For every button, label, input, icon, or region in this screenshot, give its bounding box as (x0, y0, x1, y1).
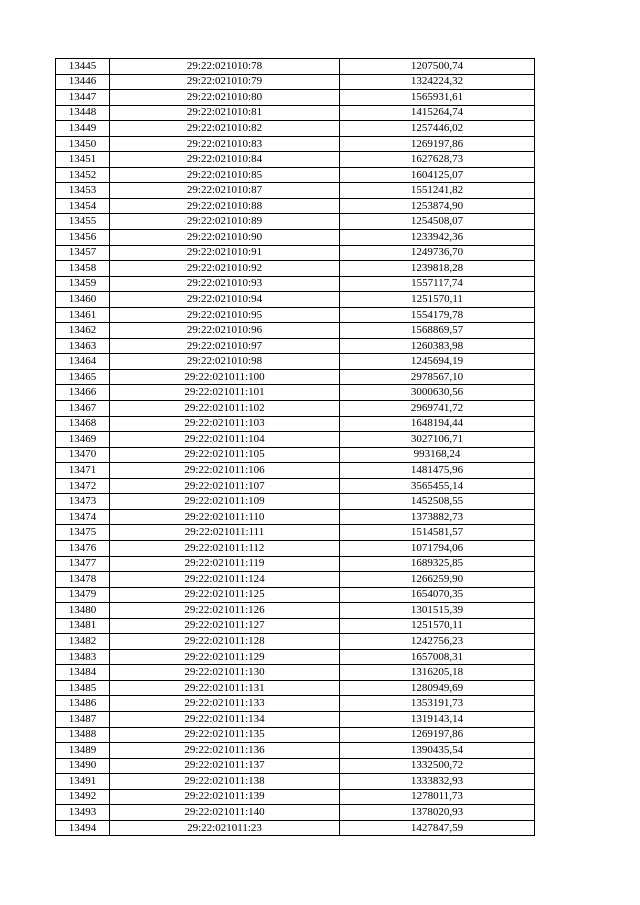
row-number-cell: 13484 (56, 665, 110, 681)
cadastral-value-cell: 1514581,57 (340, 525, 535, 541)
cadastral-value-cell: 1249736,70 (340, 245, 535, 261)
table-row (56, 432, 535, 448)
row-number-cell: 13478 (56, 572, 110, 588)
table-row (56, 105, 535, 121)
row-number-cell: 13464 (56, 354, 110, 370)
table-row (56, 401, 535, 417)
row-number-cell: 13470 (56, 447, 110, 463)
cadastral-number-cell: 29:22:021010:81 (110, 105, 340, 121)
table-row (56, 727, 535, 743)
cadastral-value-cell: 1278011,73 (340, 789, 535, 805)
cadastral-value-cell: 1253874,90 (340, 198, 535, 214)
cadastral-value-cell: 1427847,59 (340, 820, 535, 836)
cadastral-number-cell: 29:22:021011:133 (110, 696, 340, 712)
table-row (56, 245, 535, 261)
table-row (56, 758, 535, 774)
table-row (56, 711, 535, 727)
row-number-cell: 13471 (56, 463, 110, 479)
cadastral-number-cell: 29:22:021011:105 (110, 447, 340, 463)
row-number-cell: 13479 (56, 587, 110, 603)
table-row (56, 369, 535, 385)
row-number-cell: 13445 (56, 59, 110, 75)
table-row (56, 587, 535, 603)
cadastral-number-cell: 29:22:021010:79 (110, 74, 340, 90)
table-row (56, 292, 535, 308)
cadastral-value-cell: 1269197,86 (340, 136, 535, 152)
row-number-cell: 13455 (56, 214, 110, 230)
row-number-cell: 13493 (56, 805, 110, 821)
row-number-cell: 13449 (56, 121, 110, 137)
cadastral-number-cell: 29:22:021011:125 (110, 587, 340, 603)
cadastral-number-cell: 29:22:021010:85 (110, 167, 340, 183)
table-row (56, 183, 535, 199)
cadastral-value-cell: 2978567,10 (340, 369, 535, 385)
table-row (56, 167, 535, 183)
cadastral-number-cell: 29:22:021010:84 (110, 152, 340, 168)
table-row (56, 90, 535, 106)
row-number-cell: 13483 (56, 649, 110, 665)
cadastral-number-cell: 29:22:021010:83 (110, 136, 340, 152)
cadastral-number-cell: 29:22:021010:78 (110, 59, 340, 75)
table-row (56, 743, 535, 759)
row-number-cell: 13472 (56, 478, 110, 494)
cadastral-number-cell: 29:22:021010:90 (110, 230, 340, 246)
cadastral-value-cell: 1301515,39 (340, 603, 535, 619)
cadastral-value-cell: 1657008,31 (340, 649, 535, 665)
cadastral-value-cell: 1251570,11 (340, 292, 535, 308)
table-row (56, 540, 535, 556)
table-row (56, 121, 535, 137)
table-row (56, 354, 535, 370)
cadastral-value-cell: 993168,24 (340, 447, 535, 463)
cadastral-value-cell: 1257446,02 (340, 121, 535, 137)
cadastral-value-cell: 2969741,72 (340, 401, 535, 417)
row-number-cell: 13488 (56, 727, 110, 743)
cadastral-value-cell: 1260383,98 (340, 338, 535, 354)
table-row (56, 385, 535, 401)
cadastral-value-cell: 1239818,28 (340, 261, 535, 277)
cadastral-number-cell: 29:22:021011:106 (110, 463, 340, 479)
cadastral-number-cell: 29:22:021011:129 (110, 649, 340, 665)
cadastral-value-cell: 1353191,73 (340, 696, 535, 712)
cadastral-value-cell: 1266259,90 (340, 572, 535, 588)
row-number-cell: 13480 (56, 603, 110, 619)
cadastral-number-cell: 29:22:021011:119 (110, 556, 340, 572)
row-number-cell: 13482 (56, 634, 110, 650)
row-number-cell: 13489 (56, 743, 110, 759)
table-row (56, 261, 535, 277)
row-number-cell: 13462 (56, 323, 110, 339)
cadastral-value-cell: 1324224,32 (340, 74, 535, 90)
row-number-cell: 13460 (56, 292, 110, 308)
table-row (56, 307, 535, 323)
table-row (56, 634, 535, 650)
cadastral-number-cell: 29:22:021011:136 (110, 743, 340, 759)
cadastral-value-cell: 1316205,18 (340, 665, 535, 681)
cadastral-number-cell: 29:22:021011:140 (110, 805, 340, 821)
cadastral-value-cell: 1280949,69 (340, 680, 535, 696)
row-number-cell: 13448 (56, 105, 110, 121)
cadastral-number-cell: 29:22:021011:101 (110, 385, 340, 401)
row-number-cell: 13450 (56, 136, 110, 152)
table-row (56, 649, 535, 665)
cadastral-value-cell: 3000630,56 (340, 385, 535, 401)
cadastral-value-cell: 1568869,57 (340, 323, 535, 339)
cadastral-number-cell: 29:22:021010:95 (110, 307, 340, 323)
table-row (56, 680, 535, 696)
row-number-cell: 13465 (56, 369, 110, 385)
row-number-cell: 13452 (56, 167, 110, 183)
row-number-cell: 13446 (56, 74, 110, 90)
row-number-cell: 13474 (56, 509, 110, 525)
cadastral-number-cell: 29:22:021011:131 (110, 680, 340, 696)
cadastral-value-cell: 1332500,72 (340, 758, 535, 774)
table-row (56, 214, 535, 230)
cadastral-value-cell: 1604125,07 (340, 167, 535, 183)
cadastral-value-cell: 1333832,93 (340, 774, 535, 790)
table-row (56, 230, 535, 246)
table-row (56, 820, 535, 836)
cadastral-value-cell: 1373882,73 (340, 509, 535, 525)
cadastral-value-table (55, 58, 535, 836)
cadastral-number-cell: 29:22:021011:110 (110, 509, 340, 525)
table-body (56, 59, 535, 836)
row-number-cell: 13473 (56, 494, 110, 510)
cadastral-number-cell: 29:22:021011:109 (110, 494, 340, 510)
row-number-cell: 13453 (56, 183, 110, 199)
row-number-cell: 13454 (56, 198, 110, 214)
table-row (56, 509, 535, 525)
row-number-cell: 13466 (56, 385, 110, 401)
cadastral-number-cell: 29:22:021011:127 (110, 618, 340, 634)
cadastral-value-cell: 1627628,73 (340, 152, 535, 168)
cadastral-value-cell: 1648194,44 (340, 416, 535, 432)
cadastral-number-cell: 29:22:021011:126 (110, 603, 340, 619)
row-number-cell: 13477 (56, 556, 110, 572)
cadastral-value-cell: 1269197,86 (340, 727, 535, 743)
cadastral-number-cell: 29:22:021010:82 (110, 121, 340, 137)
table-row (56, 198, 535, 214)
row-number-cell: 13447 (56, 90, 110, 106)
table-row (56, 618, 535, 634)
row-number-cell: 13476 (56, 540, 110, 556)
table-row (56, 494, 535, 510)
cadastral-number-cell: 29:22:021010:87 (110, 183, 340, 199)
cadastral-value-cell: 1481475,96 (340, 463, 535, 479)
row-number-cell: 13485 (56, 680, 110, 696)
cadastral-value-cell: 1245694,19 (340, 354, 535, 370)
cadastral-number-cell: 29:22:021011:137 (110, 758, 340, 774)
table-row (56, 136, 535, 152)
cadastral-number-cell: 29:22:021011:138 (110, 774, 340, 790)
table-row (56, 447, 535, 463)
cadastral-value-cell: 1254508,07 (340, 214, 535, 230)
table-row (56, 74, 535, 90)
table-row (56, 603, 535, 619)
row-number-cell: 13490 (56, 758, 110, 774)
cadastral-value-cell: 1551241,82 (340, 183, 535, 199)
cadastral-number-cell: 29:22:021011:134 (110, 711, 340, 727)
row-number-cell: 13468 (56, 416, 110, 432)
table-row (56, 556, 535, 572)
cadastral-number-cell: 29:22:021011:112 (110, 540, 340, 556)
cadastral-value-cell: 1207500,74 (340, 59, 535, 75)
table-row (56, 665, 535, 681)
row-number-cell: 13481 (56, 618, 110, 634)
cadastral-value-cell: 1557117,74 (340, 276, 535, 292)
cadastral-number-cell: 29:22:021011:128 (110, 634, 340, 650)
cadastral-value-cell: 1319143,14 (340, 711, 535, 727)
row-number-cell: 13451 (56, 152, 110, 168)
row-number-cell: 13459 (56, 276, 110, 292)
table-row (56, 152, 535, 168)
row-number-cell: 13492 (56, 789, 110, 805)
cadastral-value-cell: 1452508,55 (340, 494, 535, 510)
row-number-cell: 13467 (56, 401, 110, 417)
cadastral-value-cell: 1071794,06 (340, 540, 535, 556)
cadastral-number-cell: 29:22:021011:100 (110, 369, 340, 385)
row-number-cell: 13457 (56, 245, 110, 261)
table-row (56, 59, 535, 75)
cadastral-number-cell: 29:22:021011:124 (110, 572, 340, 588)
cadastral-number-cell: 29:22:021010:93 (110, 276, 340, 292)
cadastral-value-cell: 1251570,11 (340, 618, 535, 634)
cadastral-number-cell: 29:22:021011:130 (110, 665, 340, 681)
row-number-cell: 13486 (56, 696, 110, 712)
cadastral-number-cell: 29:22:021011:23 (110, 820, 340, 836)
cadastral-number-cell: 29:22:021011:139 (110, 789, 340, 805)
row-number-cell: 13458 (56, 261, 110, 277)
table-row (56, 789, 535, 805)
row-number-cell: 13475 (56, 525, 110, 541)
table-row (56, 463, 535, 479)
cadastral-value-cell: 1242756,23 (340, 634, 535, 650)
table-row (56, 338, 535, 354)
document-page (55, 58, 535, 836)
cadastral-value-cell: 1378020,93 (340, 805, 535, 821)
row-number-cell: 13487 (56, 711, 110, 727)
row-number-cell: 13469 (56, 432, 110, 448)
cadastral-number-cell: 29:22:021010:92 (110, 261, 340, 277)
cadastral-value-cell: 3027106,71 (340, 432, 535, 448)
table-row (56, 572, 535, 588)
table-row (56, 276, 535, 292)
cadastral-number-cell: 29:22:021010:97 (110, 338, 340, 354)
cadastral-number-cell: 29:22:021010:91 (110, 245, 340, 261)
cadastral-number-cell: 29:22:021010:96 (110, 323, 340, 339)
row-number-cell: 13494 (56, 820, 110, 836)
table-row (56, 478, 535, 494)
cadastral-value-cell: 3565455,14 (340, 478, 535, 494)
cadastral-number-cell: 29:22:021010:88 (110, 198, 340, 214)
row-number-cell: 13461 (56, 307, 110, 323)
cadastral-number-cell: 29:22:021011:104 (110, 432, 340, 448)
cadastral-number-cell: 29:22:021010:89 (110, 214, 340, 230)
cadastral-number-cell: 29:22:021011:135 (110, 727, 340, 743)
cadastral-number-cell: 29:22:021010:94 (110, 292, 340, 308)
table-row (56, 696, 535, 712)
cadastral-number-cell: 29:22:021010:80 (110, 90, 340, 106)
cadastral-number-cell: 29:22:021011:102 (110, 401, 340, 417)
cadastral-value-cell: 1390435,54 (340, 743, 535, 759)
table-row (56, 323, 535, 339)
cadastral-value-cell: 1689325,85 (340, 556, 535, 572)
table-row (56, 525, 535, 541)
table-row (56, 805, 535, 821)
cadastral-value-cell: 1233942,36 (340, 230, 535, 246)
row-number-cell: 13463 (56, 338, 110, 354)
cadastral-number-cell: 29:22:021011:107 (110, 478, 340, 494)
cadastral-value-cell: 1654070,35 (340, 587, 535, 603)
cadastral-number-cell: 29:22:021011:111 (110, 525, 340, 541)
row-number-cell: 13491 (56, 774, 110, 790)
cadastral-number-cell: 29:22:021010:98 (110, 354, 340, 370)
table-row (56, 774, 535, 790)
cadastral-number-cell: 29:22:021011:103 (110, 416, 340, 432)
cadastral-value-cell: 1565931,61 (340, 90, 535, 106)
table-row (56, 416, 535, 432)
cadastral-value-cell: 1554179,78 (340, 307, 535, 323)
row-number-cell: 13456 (56, 230, 110, 246)
cadastral-value-cell: 1415264,74 (340, 105, 535, 121)
